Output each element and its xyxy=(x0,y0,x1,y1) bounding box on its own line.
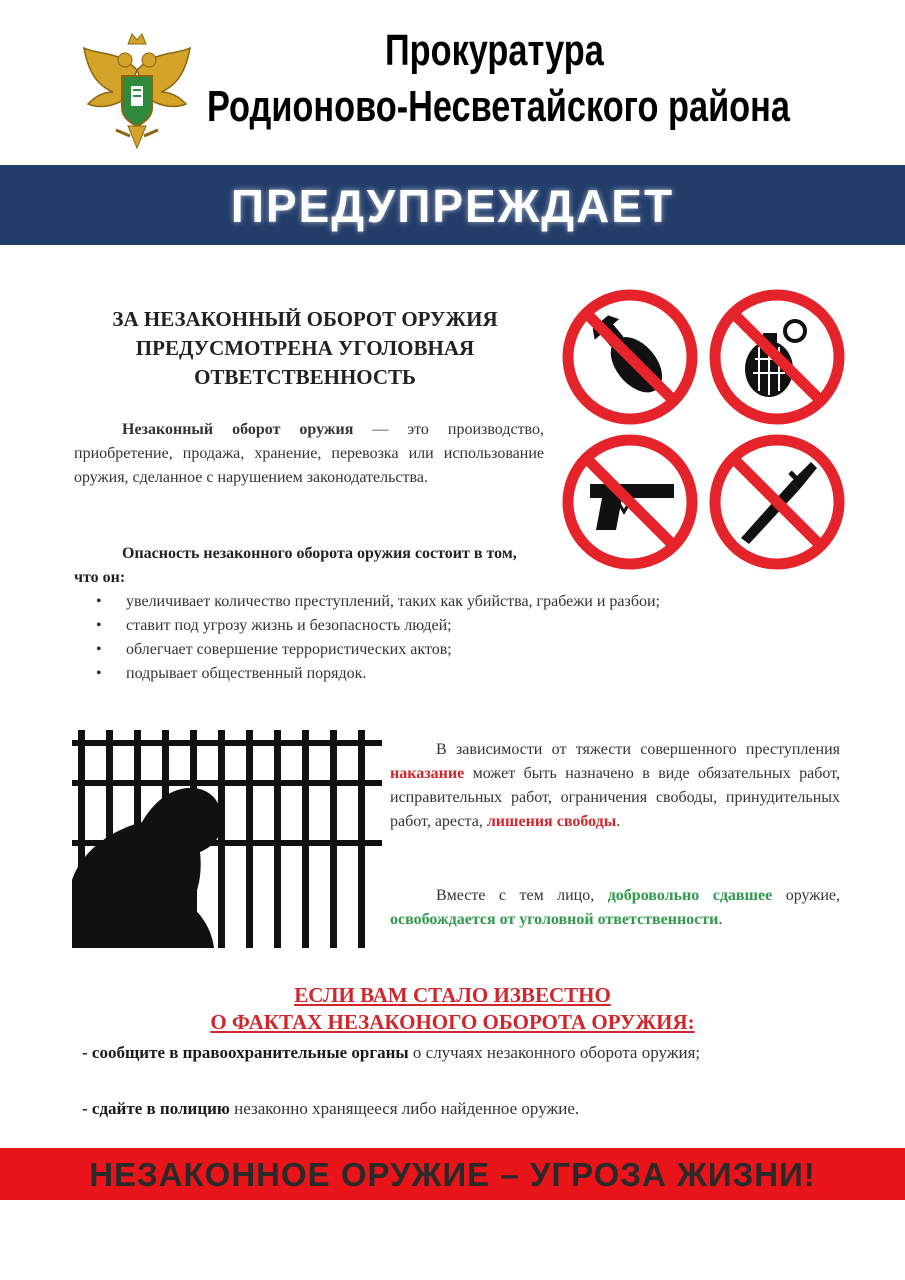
voluntary-paragraph xyxy=(390,884,840,932)
call-to-action-heading-line1: ЕСЛИ ВАМ СТАЛО ИЗВЕСТНО xyxy=(294,983,611,1007)
action-item-surrender xyxy=(82,1096,840,1122)
voluntary-highlight2: освобождается от уголовной ответственности xyxy=(390,911,719,928)
no-bomb-icon xyxy=(560,287,700,427)
action-item-surrender-text: незаконно хранящееся либо найденное оружие. xyxy=(229,1099,580,1118)
punishment-highlight1: наказание xyxy=(390,765,465,782)
punishment-paragraph xyxy=(390,738,840,834)
definition-term: Незаконный оборот оружия xyxy=(122,421,354,438)
org-name-line2: Родионово-Несветайского района xyxy=(207,82,790,131)
no-knife-icon xyxy=(707,432,847,572)
punishment-text2: может быть назначено в виде обязательных работ, исправительных работ, ограничения свободы, принудительных работ, ареста, xyxy=(390,765,840,830)
heading-line1: ЗА НЕЗАКОННЫЙ ОБОРОТ ОРУЖИЯ xyxy=(112,307,498,331)
action-item-report xyxy=(82,1040,840,1066)
voluntary-text1: Вместе с тем лицо, xyxy=(436,887,608,904)
prosecutor-emblem-icon xyxy=(78,30,196,152)
prisoner-behind-bars-icon xyxy=(72,730,382,950)
punishment-text3: . xyxy=(616,813,621,830)
action-item-surrender-bold: - сдайте в полицию xyxy=(82,1099,230,1118)
danger-title: Опасность незаконного оборота оружия состоит в том, что он: xyxy=(74,545,517,586)
call-to-action-heading-line2: О ФАКТАХ НЕЗАКОНОГО ОБОРОТА ОРУЖИЯ: xyxy=(210,1010,695,1034)
list-item: • увеличивает количество преступлений, таких как убийства, грабежи и разбои; xyxy=(78,590,858,614)
action-item-report-bold: - сообщите в правоохранительные органы xyxy=(82,1043,409,1062)
punishment-highlight2: лишения свободы xyxy=(486,813,617,830)
action-item-report-text: о случаях незаконного оборота оружия; xyxy=(408,1043,701,1062)
definition-text: — это производство, приобретение, продажа, хранение, перевозка или использование оружия, сделанное с нарушением законодательства. xyxy=(74,421,545,486)
no-grenade-icon xyxy=(707,287,847,427)
list-item: • подрывает общественный порядок. xyxy=(78,662,858,686)
heading-line2: ПРЕДУСМОТРЕНА УГОЛОВНАЯ xyxy=(135,336,475,360)
danger-list xyxy=(78,590,858,686)
voluntary-text3: . xyxy=(718,911,723,928)
section-heading xyxy=(70,305,540,392)
voluntary-highlight1: добровольно сдавшее xyxy=(607,887,773,904)
warning-banner-text: ПРЕДУПРЕЖДАЕТ xyxy=(230,180,675,232)
punishment-text1: В зависимости от тяжести совершенного преступления xyxy=(436,741,840,758)
slogan-text: НЕЗАКОННОЕ ОРУЖИЕ – УГРОЗА ЖИЗНИ! xyxy=(89,1156,816,1193)
org-name-line1: Прокуратура xyxy=(385,26,604,75)
list-item: • ставит под угрозу жизнь и безопасность людей; xyxy=(78,614,858,638)
list-item: • облегчает совершение террористических актов; xyxy=(78,638,858,662)
heading-line3: ОТВЕТСТВЕННОСТЬ xyxy=(194,365,416,389)
definition-paragraph xyxy=(74,418,544,490)
no-pistol-icon xyxy=(560,432,700,572)
voluntary-text2: оружие, xyxy=(772,887,841,904)
